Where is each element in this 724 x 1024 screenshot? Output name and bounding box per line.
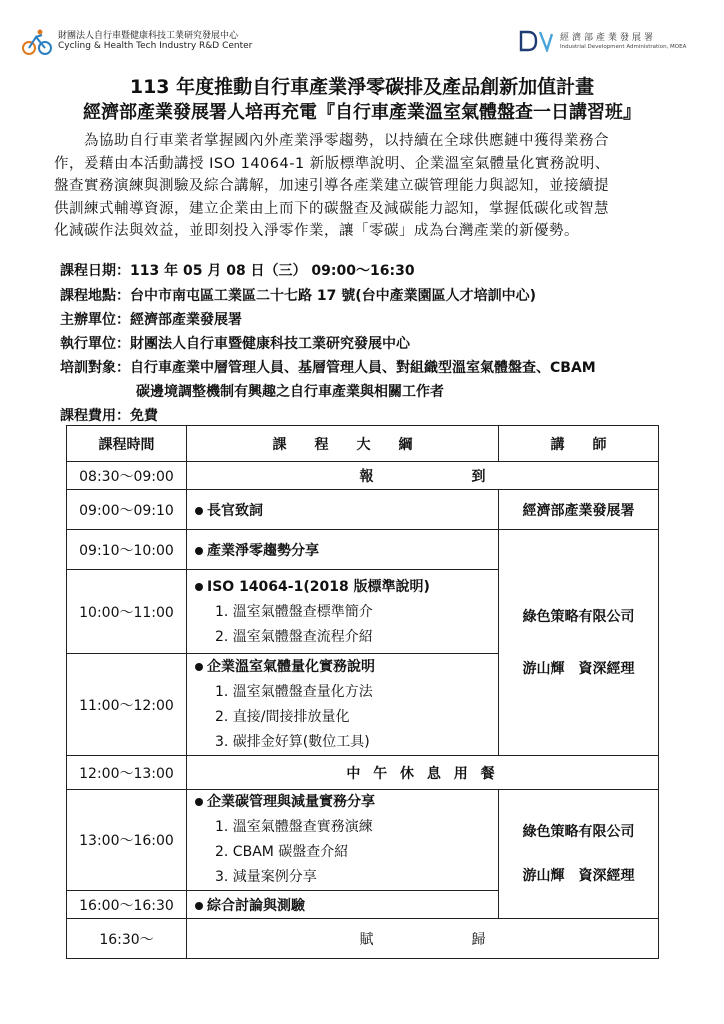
row-topic: 綜合討論與測驗 [187, 891, 499, 919]
course-fee: 課程費用：免費 [60, 408, 158, 424]
row-topic: 中 午 休 息 用 餐 [187, 756, 659, 790]
bullet-icon [195, 547, 203, 555]
ida-name-zh: 經濟部產業發展署 [560, 33, 657, 43]
header-topic: 課 程 大 綱 [187, 426, 499, 462]
bullet-icon [195, 507, 203, 515]
page-header [0, 0, 724, 60]
table-row [67, 490, 659, 530]
row-time: 09:10～10:00 [67, 530, 187, 570]
row-time: 12:00～13:00 [67, 756, 187, 790]
row-topic: 企業溫室氣體量化實務說明 1. 溫室氣體盤查量化方法 2. 直接/間接排放量化 3. 碳排金好算(數位工具) [187, 654, 499, 756]
sub-item: 2. CBAM 碳盤查介紹 [215, 844, 349, 860]
intro-line: 作，爰藉由本活動講授 ISO 14064-1 新版標準說明、企業溫室氣體量化實務說明、 [54, 155, 610, 172]
row-time: 16:30～ [67, 919, 187, 959]
row-topic: 企業碳管理與減量實務分享 1. 溫室氣體盤查實務演練 2. CBAM 碳盤查介紹 3. 減量案例分享 [187, 790, 499, 891]
row-time: 09:00～09:10 [67, 490, 187, 530]
sub-item: 3. 碳排金好算(數位工具) [215, 733, 370, 750]
sub-item: 3. 減量案例分享 [215, 869, 317, 885]
sub-item: 1. 溫室氣體盤查量化方法 [215, 683, 373, 700]
speaker-company: 綠色策略有限公司 [522, 608, 635, 625]
page-subtitle: 經濟部產業發展署人培再充電『自行車產業溫室氣體盤查一日講習班』 [83, 102, 641, 123]
organizer: 主辦單位：經濟部產業發展署 [60, 312, 242, 328]
bullet-icon [195, 902, 203, 910]
ida-logo-icon [519, 30, 553, 52]
sub-item: 1. 溫室氣體盤查實務演練 [215, 819, 373, 835]
row-topic: ISO 14064-1(2018 版標準說明) 1. 溫室氣體盤查標準簡介 2. 溫室氣體盤查流程介紹 [187, 570, 499, 654]
intro-line: 盤查實務演練與測驗及綜合講解，加速引導各產業建立碳管理能力與認知，並接續提 [54, 178, 609, 194]
intro-paragraph [54, 130, 674, 243]
row-topic: 產業淨零趨勢分享 [187, 530, 499, 570]
row-time: 08:30～09:00 [67, 462, 187, 490]
intro-line: 為協助自行車業者掌握國內外產業淨零趨勢，以持續在全球供應鏈中獲得業務合 [84, 133, 609, 149]
row-time: 16:00～16:30 [67, 891, 187, 919]
schedule-table [66, 425, 659, 959]
table-row [67, 756, 659, 790]
course-location: 課程地點：台中市南屯區工業區二十七路 17 號(台中產業園區人才培訓中心) [60, 288, 537, 304]
table-row [67, 790, 659, 891]
bullet-icon [195, 798, 203, 806]
cycling-center-logo-icon [20, 27, 62, 57]
bullet-icon [195, 663, 203, 671]
bullet-icon [195, 583, 203, 591]
intro-line: 供訓練式輔導資源，建立企業由上而下的碳盤查及減碳能力認知，掌握低碳化或智慧 [54, 200, 609, 217]
table-row [67, 462, 659, 490]
table-row [67, 919, 659, 959]
org-name-en: Cycling & Health Tech Industry R&D Center [58, 41, 253, 51]
speaker-block-1 [499, 530, 659, 756]
header-speaker: 講 師 [499, 426, 659, 462]
row-topic: 賦 歸 [187, 919, 659, 959]
training-target-cont: 碳邊境調整機制有興趣之自行車產業與相關工作者 [136, 384, 444, 400]
speaker-block-2 [499, 790, 659, 919]
executor: 執行單位：財團法人自行車暨健康科技工業研究發展中心 [60, 336, 410, 352]
row-time: 11:00～12:00 [67, 654, 187, 756]
training-target: 培訓對象：自行車產業中層管理人員、基層管理人員、對組織型溫室氣體盤查、CBAM [60, 360, 596, 376]
intro-line: 化減碳作法與效益，並即刻投入淨零作業，讓「零碳」成為台灣產業的新優勢。 [54, 223, 579, 239]
row-time: 13:00～16:00 [67, 790, 187, 891]
speaker-company: 綠色策略有限公司 [522, 824, 635, 840]
table-row [67, 530, 659, 570]
page-title: 113 年度推動自行車產業淨零碳排及產品創新加值計畫 [129, 76, 595, 98]
org-name-zh: 財團法人自行車暨健康科技工業研究發展中心 [58, 31, 239, 41]
ida-name-en: Industrial Development Administration, MOEA [560, 44, 687, 50]
course-date: 課程日期：113 年 05 月 08 日（三） 09:00～16:30 [60, 263, 415, 279]
header-time: 課程時間 [67, 426, 187, 462]
row-speaker: 經濟部產業發展署 [499, 490, 659, 530]
sub-item: 2. 直接/間接排放量化 [215, 708, 350, 725]
sub-item: 1. 溫室氣體盤查標準簡介 [215, 603, 373, 620]
row-topic: 長官致詞 [187, 490, 499, 530]
speaker-person: 游山輝 資深經理 [522, 868, 635, 884]
table-header-row [67, 426, 659, 462]
speaker-person: 游山輝 資深經理 [522, 660, 635, 677]
row-topic: 報 到 [187, 462, 659, 490]
row-time: 10:00～11:00 [67, 570, 187, 654]
sub-item: 2. 溫室氣體盤查流程介紹 [215, 628, 373, 645]
